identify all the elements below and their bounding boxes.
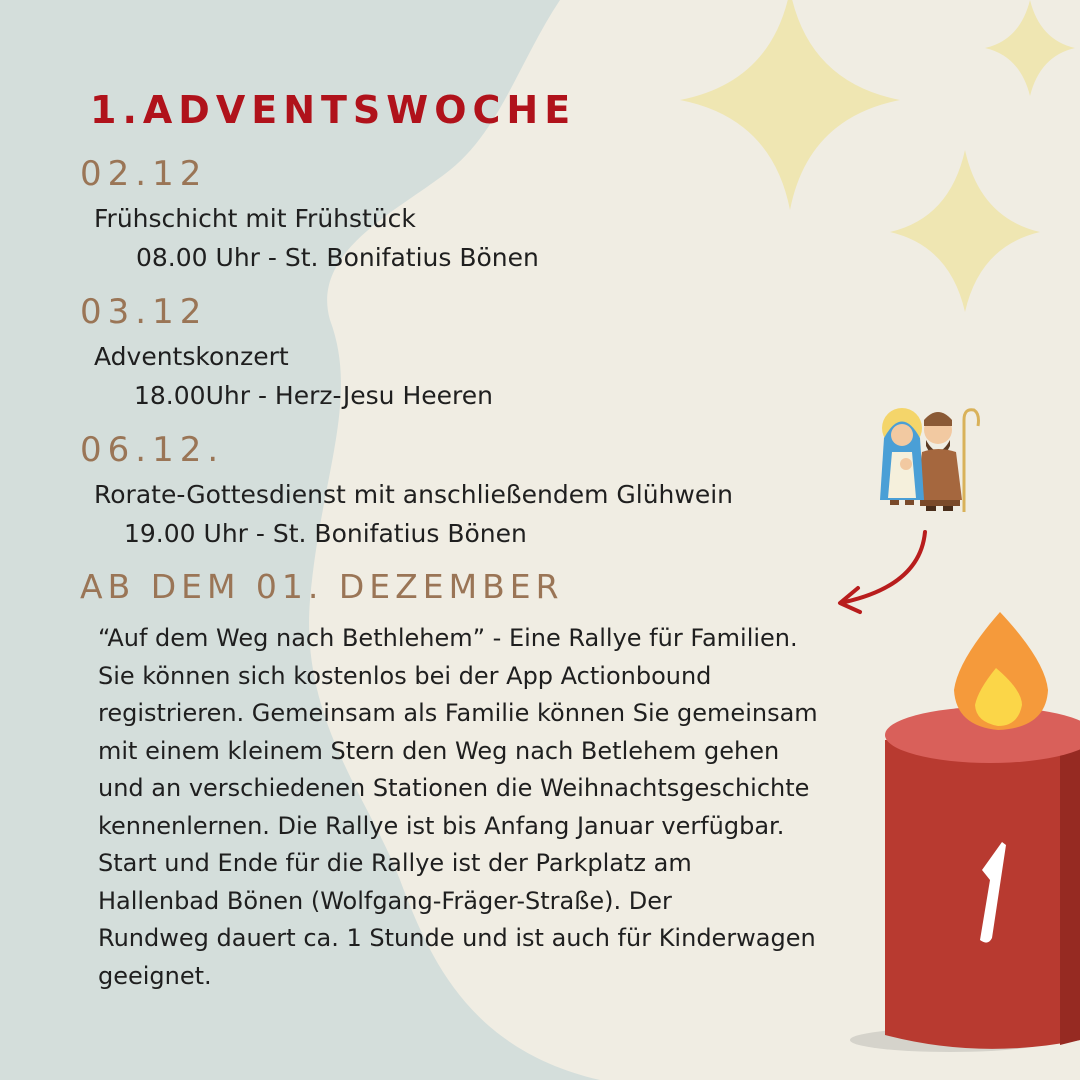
event-details: 19.00 Uhr - St. Bonifatius Bönen (124, 519, 527, 548)
description-line: Sie können sich kostenlos bei der App Actionbound (98, 661, 712, 690)
section-description (98, 620, 898, 995)
description-line: Start und Ende für die Rallye ist der Parkplatz am (98, 849, 692, 877)
description-line: geeignet. (98, 961, 212, 990)
event-date: 06.12. (80, 430, 225, 470)
mary-joseph-icon (880, 408, 979, 512)
event-details: 08.00 Uhr - St. Bonifatius Bönen (136, 243, 539, 272)
event-date: 02.12 (80, 154, 208, 194)
description-line: und an verschiedenen Stationen die Weihnachtsgeschichte (98, 774, 810, 802)
description-line: Hallenbad Bönen (Wolfgang-Fräger-Straße). Der (98, 886, 672, 915)
description-line: registrieren. Gemeinsam als Familie können Sie gemeinsam (98, 699, 818, 727)
description-line: kennenlernen. Die Rallye ist bis Anfang Januar verfügbar. (98, 811, 785, 840)
event-name: Frühschicht mit Frühstück (94, 204, 416, 233)
description-line: mit einem kleinem Stern den Weg nach Betlehem gehen (98, 736, 780, 765)
event-name: Adventskonzert (94, 342, 289, 371)
description-line: Rundweg dauert ca. 1 Stunde und ist auch für Kinderwagen (98, 924, 816, 952)
event-date: 03.12 (80, 292, 208, 332)
event-name: Rorate-Gottesdienst mit anschließendem Glühwein (94, 480, 734, 509)
description-line: “Auf dem Weg nach Bethlehem” - Eine Rallye für Familien. (98, 624, 798, 652)
page-title: 1.ADVENTSWOCHE (90, 88, 577, 132)
section-heading: AB DEM 01. DEZEMBER (80, 567, 564, 606)
event-details: 18.00Uhr - Herz-Jesu Heeren (134, 381, 493, 410)
